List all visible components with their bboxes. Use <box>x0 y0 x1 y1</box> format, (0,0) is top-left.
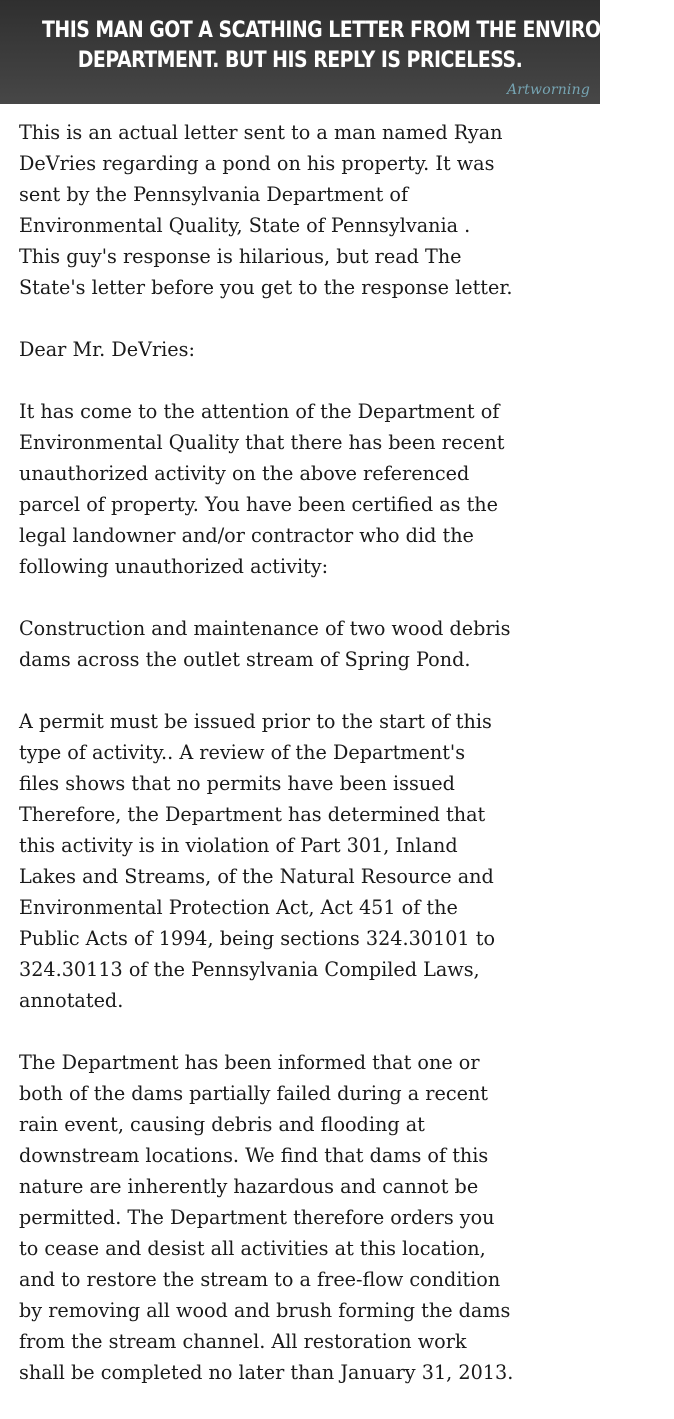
salutation: Dear Mr. DeVries: <box>19 338 195 361</box>
paragraph-permit-violation: A permit must be issued prior to the start of this type of activity.. A review of the Department's files shows that no permits have been issued Therefore, the Department has determined that this activity is in violation of Part 301, Inland Lakes and Streams, of the Natural Resource and Environmental Protection Act, Act 451 of the Public Acts of 1994, being sections 324.30101 to 324.30113 of the Pennsylvania Compiled Laws, annotated. <box>19 710 495 1012</box>
headline-line-2: DEPARTMENT. BUT HIS REPLY IS PRICELESS. <box>77 48 523 73</box>
watermark-logo: Artworning <box>506 82 590 98</box>
paragraph-dams: Construction and maintenance of two wood debris dams across the outlet stream of Spring Pond. <box>19 617 511 671</box>
headline-line-1: THIS MAN GOT A SCATHING LETTER FROM THE ENVIRONMENT <box>42 18 674 43</box>
paragraph-unauthorized-activity: It has come to the attention of the Department of Environmental Quality that there has been recent unauthorized activity on the above referenced parcel of property. You have been certified as the legal landowner and/or contractor who did the following unauthorized activity: <box>19 400 505 578</box>
letter-body <box>19 117 589 1419</box>
intro-paragraph: This is an actual letter sent to a man named Ryan DeVries regarding a pond on his property. It was sent by the Pennsylvania Department of Environmental Quality, State of Pennsylvania . This guy's response is hilarious, but read The State's letter before you get to the response letter. <box>19 121 513 299</box>
paragraph-restoration-order: The Department has been informed that one or both of the dams partially failed during a recent rain event, causing debris and flooding at downstream locations. We find that dams of this nature are inherently hazardous and cannot be permitted. The Department therefore orders you to cease and desist all activities at this location, and to restore the stream to a free-flow condition by removing all wood and brush forming the dams from the stream channel. All restoration work shall be completed no later than January 31, 2013. <box>19 1051 514 1384</box>
